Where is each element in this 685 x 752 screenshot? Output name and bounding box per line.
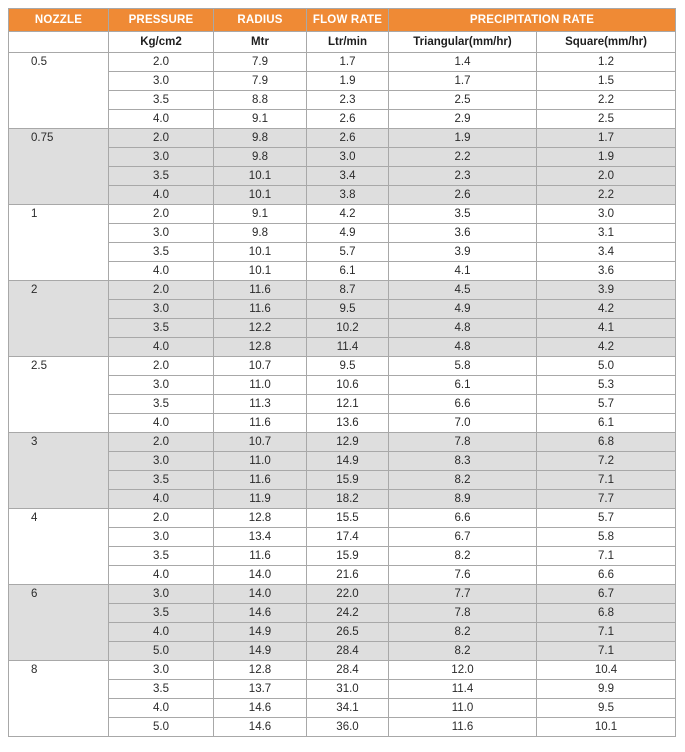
square-cell: 9.9: [537, 680, 676, 699]
table-row: [9, 281, 676, 300]
radius-cell: 13.4: [214, 528, 307, 547]
square-cell: 7.1: [537, 642, 676, 661]
pressure-cell: 2.0: [109, 509, 214, 528]
units-row: [9, 32, 676, 53]
flow-rate-cell: 13.6: [307, 414, 389, 433]
square-cell: 6.6: [537, 566, 676, 585]
radius-cell: 7.9: [214, 72, 307, 91]
header-row: [9, 9, 676, 32]
triangular-cell: 8.9: [389, 490, 537, 509]
radius-cell: 14.6: [214, 604, 307, 623]
flow-rate-cell: 26.5: [307, 623, 389, 642]
flow-rate-cell: 28.4: [307, 661, 389, 680]
table-row: [9, 414, 676, 433]
square-cell: 5.0: [537, 357, 676, 376]
table-row: [9, 148, 676, 167]
table-row: [9, 509, 676, 528]
radius-cell: 14.0: [214, 566, 307, 585]
flow-rate-cell: 2.6: [307, 129, 389, 148]
table-row: [9, 357, 676, 376]
square-cell: 2.2: [537, 91, 676, 110]
square-cell: 6.1: [537, 414, 676, 433]
pressure-cell: 5.0: [109, 718, 214, 737]
triangular-cell: 4.8: [389, 319, 537, 338]
units-pressure: Kg/cm2: [109, 32, 214, 53]
square-cell: 2.5: [537, 110, 676, 129]
radius-cell: 11.0: [214, 452, 307, 471]
radius-cell: 12.2: [214, 319, 307, 338]
nozzle-cell: 6: [9, 585, 109, 661]
pressure-cell: 4.0: [109, 699, 214, 718]
units-radius: Mtr: [214, 32, 307, 53]
units-square: Square(mm/hr): [537, 32, 676, 53]
square-cell: 4.2: [537, 300, 676, 319]
header-precipitation-rate: PRECIPITATION RATE: [389, 9, 676, 32]
flow-rate-cell: 10.6: [307, 376, 389, 395]
triangular-cell: 8.2: [389, 642, 537, 661]
radius-cell: 12.8: [214, 661, 307, 680]
table-row: [9, 53, 676, 72]
flow-rate-cell: 15.9: [307, 471, 389, 490]
nozzle-group: [9, 205, 676, 281]
radius-cell: 7.9: [214, 53, 307, 72]
pressure-cell: 2.0: [109, 357, 214, 376]
table-row: [9, 661, 676, 680]
pressure-cell: 4.0: [109, 338, 214, 357]
pressure-cell: 2.0: [109, 281, 214, 300]
nozzle-group: [9, 129, 676, 205]
pressure-cell: 2.0: [109, 433, 214, 452]
pressure-cell: 4.0: [109, 262, 214, 281]
radius-cell: 13.7: [214, 680, 307, 699]
table-row: [9, 91, 676, 110]
square-cell: 6.8: [537, 433, 676, 452]
flow-rate-cell: 3.8: [307, 186, 389, 205]
pressure-cell: 3.5: [109, 604, 214, 623]
radius-cell: 8.8: [214, 91, 307, 110]
table-row: [9, 319, 676, 338]
nozzle-cell: 8: [9, 661, 109, 737]
radius-cell: 11.6: [214, 471, 307, 490]
triangular-cell: 6.6: [389, 509, 537, 528]
table-row: [9, 300, 676, 319]
nozzle-cell: 0.75: [9, 129, 109, 205]
flow-rate-cell: 12.1: [307, 395, 389, 414]
triangular-cell: 8.2: [389, 623, 537, 642]
triangular-cell: 7.6: [389, 566, 537, 585]
square-cell: 3.1: [537, 224, 676, 243]
nozzle-cell: 3: [9, 433, 109, 509]
table-row: [9, 471, 676, 490]
table-row: [9, 224, 676, 243]
table-row: [9, 680, 676, 699]
pressure-cell: 3.0: [109, 661, 214, 680]
radius-cell: 10.1: [214, 186, 307, 205]
table-header: [9, 9, 676, 53]
radius-cell: 11.6: [214, 300, 307, 319]
radius-cell: 14.6: [214, 718, 307, 737]
flow-rate-cell: 15.9: [307, 547, 389, 566]
nozzle-cell: 1: [9, 205, 109, 281]
triangular-cell: 8.2: [389, 547, 537, 566]
flow-rate-cell: 10.2: [307, 319, 389, 338]
performance-table: [8, 8, 676, 737]
header-nozzle: NOZZLE: [9, 9, 109, 32]
triangular-cell: 8.2: [389, 471, 537, 490]
table-row: [9, 205, 676, 224]
header-pressure: PRESSURE: [109, 9, 214, 32]
triangular-cell: 8.3: [389, 452, 537, 471]
pressure-cell: 4.0: [109, 490, 214, 509]
pressure-cell: 5.0: [109, 642, 214, 661]
table-row: [9, 642, 676, 661]
triangular-cell: 4.5: [389, 281, 537, 300]
square-cell: 7.1: [537, 547, 676, 566]
nozzle-cell: 0.5: [9, 53, 109, 129]
triangular-cell: 6.1: [389, 376, 537, 395]
flow-rate-cell: 18.2: [307, 490, 389, 509]
flow-rate-cell: 28.4: [307, 642, 389, 661]
radius-cell: 9.8: [214, 129, 307, 148]
table-row: [9, 262, 676, 281]
radius-cell: 11.6: [214, 281, 307, 300]
square-cell: 9.5: [537, 699, 676, 718]
nozzle-group: [9, 433, 676, 509]
square-cell: 5.7: [537, 509, 676, 528]
table-row: [9, 186, 676, 205]
radius-cell: 14.6: [214, 699, 307, 718]
square-cell: 1.7: [537, 129, 676, 148]
radius-cell: 12.8: [214, 509, 307, 528]
flow-rate-cell: 2.6: [307, 110, 389, 129]
pressure-cell: 3.5: [109, 91, 214, 110]
radius-cell: 10.7: [214, 357, 307, 376]
table-row: [9, 623, 676, 642]
pressure-cell: 3.5: [109, 547, 214, 566]
radius-cell: 11.3: [214, 395, 307, 414]
performance-table-container: [8, 8, 675, 737]
triangular-cell: 6.6: [389, 395, 537, 414]
triangular-cell: 1.7: [389, 72, 537, 91]
pressure-cell: 4.0: [109, 566, 214, 585]
nozzle-group: [9, 661, 676, 737]
table-row: [9, 566, 676, 585]
triangular-cell: 3.9: [389, 243, 537, 262]
square-cell: 2.2: [537, 186, 676, 205]
pressure-cell: 4.0: [109, 110, 214, 129]
radius-cell: 14.0: [214, 585, 307, 604]
table-row: [9, 376, 676, 395]
radius-cell: 9.1: [214, 205, 307, 224]
triangular-cell: 3.6: [389, 224, 537, 243]
flow-rate-cell: 22.0: [307, 585, 389, 604]
radius-cell: 11.6: [214, 547, 307, 566]
flow-rate-cell: 4.9: [307, 224, 389, 243]
nozzle-cell: 4: [9, 509, 109, 585]
square-cell: 2.0: [537, 167, 676, 186]
nozzle-group: [9, 585, 676, 661]
flow-rate-cell: 21.6: [307, 566, 389, 585]
triangular-cell: 2.2: [389, 148, 537, 167]
table-row: [9, 395, 676, 414]
radius-cell: 9.8: [214, 224, 307, 243]
triangular-cell: 4.1: [389, 262, 537, 281]
radius-cell: 10.1: [214, 167, 307, 186]
triangular-cell: 2.5: [389, 91, 537, 110]
flow-rate-cell: 12.9: [307, 433, 389, 452]
pressure-cell: 2.0: [109, 53, 214, 72]
pressure-cell: 3.5: [109, 680, 214, 699]
pressure-cell: 3.0: [109, 452, 214, 471]
nozzle-group: [9, 509, 676, 585]
radius-cell: 9.1: [214, 110, 307, 129]
pressure-cell: 3.0: [109, 148, 214, 167]
units-nozzle-blank: [9, 32, 109, 53]
flow-rate-cell: 8.7: [307, 281, 389, 300]
flow-rate-cell: 34.1: [307, 699, 389, 718]
square-cell: 4.2: [537, 338, 676, 357]
triangular-cell: 4.9: [389, 300, 537, 319]
flow-rate-cell: 9.5: [307, 300, 389, 319]
flow-rate-cell: 14.9: [307, 452, 389, 471]
nozzle-cell: 2.5: [9, 357, 109, 433]
flow-rate-cell: 31.0: [307, 680, 389, 699]
square-cell: 1.5: [537, 72, 676, 91]
pressure-cell: 2.0: [109, 205, 214, 224]
nozzle-group: [9, 53, 676, 129]
nozzle-cell: 2: [9, 281, 109, 357]
header-flow-rate: FLOW RATE: [307, 9, 389, 32]
pressure-cell: 3.0: [109, 376, 214, 395]
flow-rate-cell: 1.9: [307, 72, 389, 91]
pressure-cell: 3.0: [109, 300, 214, 319]
triangular-cell: 7.8: [389, 604, 537, 623]
radius-cell: 10.7: [214, 433, 307, 452]
square-cell: 7.1: [537, 623, 676, 642]
table-row: [9, 167, 676, 186]
triangular-cell: 2.3: [389, 167, 537, 186]
flow-rate-cell: 5.7: [307, 243, 389, 262]
flow-rate-cell: 2.3: [307, 91, 389, 110]
pressure-cell: 3.0: [109, 224, 214, 243]
triangular-cell: 3.5: [389, 205, 537, 224]
units-flow-rate: Ltr/min: [307, 32, 389, 53]
triangular-cell: 11.0: [389, 699, 537, 718]
square-cell: 10.1: [537, 718, 676, 737]
table-row: [9, 433, 676, 452]
triangular-cell: 1.9: [389, 129, 537, 148]
table-row: [9, 338, 676, 357]
flow-rate-cell: 24.2: [307, 604, 389, 623]
square-cell: 10.4: [537, 661, 676, 680]
pressure-cell: 3.5: [109, 395, 214, 414]
table-row: [9, 110, 676, 129]
table-row: [9, 604, 676, 623]
nozzle-group: [9, 357, 676, 433]
pressure-cell: 3.5: [109, 319, 214, 338]
table-row: [9, 547, 676, 566]
square-cell: 7.1: [537, 471, 676, 490]
pressure-cell: 3.0: [109, 528, 214, 547]
pressure-cell: 3.5: [109, 167, 214, 186]
pressure-cell: 2.0: [109, 129, 214, 148]
pressure-cell: 3.0: [109, 72, 214, 91]
triangular-cell: 7.8: [389, 433, 537, 452]
flow-rate-cell: 11.4: [307, 338, 389, 357]
triangular-cell: 2.9: [389, 110, 537, 129]
radius-cell: 14.9: [214, 623, 307, 642]
square-cell: 4.1: [537, 319, 676, 338]
triangular-cell: 6.7: [389, 528, 537, 547]
radius-cell: 11.0: [214, 376, 307, 395]
pressure-cell: 3.5: [109, 243, 214, 262]
flow-rate-cell: 6.1: [307, 262, 389, 281]
triangular-cell: 11.4: [389, 680, 537, 699]
radius-cell: 11.9: [214, 490, 307, 509]
square-cell: 3.9: [537, 281, 676, 300]
flow-rate-cell: 1.7: [307, 53, 389, 72]
triangular-cell: 11.6: [389, 718, 537, 737]
pressure-cell: 4.0: [109, 414, 214, 433]
table-row: [9, 243, 676, 262]
square-cell: 1.9: [537, 148, 676, 167]
triangular-cell: 12.0: [389, 661, 537, 680]
table-row: [9, 72, 676, 91]
flow-rate-cell: 3.0: [307, 148, 389, 167]
radius-cell: 9.8: [214, 148, 307, 167]
triangular-cell: 1.4: [389, 53, 537, 72]
table-row: [9, 528, 676, 547]
pressure-cell: 3.5: [109, 471, 214, 490]
nozzle-group: [9, 281, 676, 357]
table-row: [9, 490, 676, 509]
radius-cell: 10.1: [214, 262, 307, 281]
flow-rate-cell: 3.4: [307, 167, 389, 186]
square-cell: 3.0: [537, 205, 676, 224]
flow-rate-cell: 17.4: [307, 528, 389, 547]
header-radius: RADIUS: [214, 9, 307, 32]
square-cell: 5.3: [537, 376, 676, 395]
square-cell: 3.4: [537, 243, 676, 262]
triangular-cell: 2.6: [389, 186, 537, 205]
pressure-cell: 3.0: [109, 585, 214, 604]
units-triangular: Triangular(mm/hr): [389, 32, 537, 53]
square-cell: 7.2: [537, 452, 676, 471]
triangular-cell: 7.7: [389, 585, 537, 604]
pressure-cell: 4.0: [109, 186, 214, 205]
square-cell: 7.7: [537, 490, 676, 509]
triangular-cell: 7.0: [389, 414, 537, 433]
table-row: [9, 699, 676, 718]
square-cell: 6.7: [537, 585, 676, 604]
flow-rate-cell: 15.5: [307, 509, 389, 528]
radius-cell: 14.9: [214, 642, 307, 661]
flow-rate-cell: 4.2: [307, 205, 389, 224]
radius-cell: 11.6: [214, 414, 307, 433]
triangular-cell: 5.8: [389, 357, 537, 376]
table-row: [9, 585, 676, 604]
table-row: [9, 718, 676, 737]
flow-rate-cell: 9.5: [307, 357, 389, 376]
square-cell: 5.7: [537, 395, 676, 414]
radius-cell: 12.8: [214, 338, 307, 357]
square-cell: 6.8: [537, 604, 676, 623]
flow-rate-cell: 36.0: [307, 718, 389, 737]
radius-cell: 10.1: [214, 243, 307, 262]
triangular-cell: 4.8: [389, 338, 537, 357]
square-cell: 5.8: [537, 528, 676, 547]
pressure-cell: 4.0: [109, 623, 214, 642]
square-cell: 1.2: [537, 53, 676, 72]
square-cell: 3.6: [537, 262, 676, 281]
table-row: [9, 129, 676, 148]
table-row: [9, 452, 676, 471]
